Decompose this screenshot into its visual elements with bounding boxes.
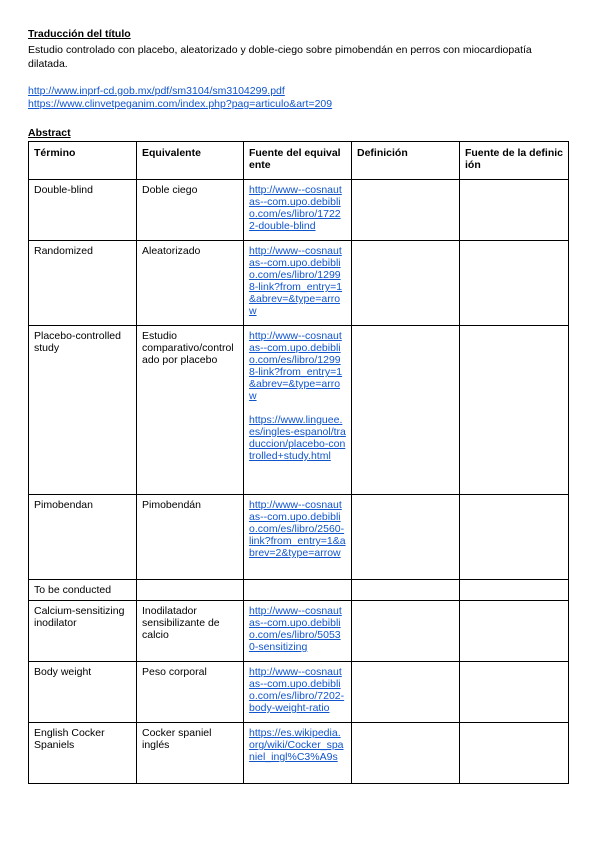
- table-row: [29, 601, 569, 662]
- source-link[interactable]: https://www.clinvetpeganim.com/index.php?pag=articulo&art=209: [28, 98, 333, 110]
- column-header: Término: [29, 142, 137, 180]
- equivalent-cell: Doble ciego: [137, 180, 244, 241]
- title-translation-text: Estudio controlado con placebo, aleatorizado y doble-ciego sobre pimobendán en perros con miocardiopatía dilatada.: [28, 44, 532, 70]
- term-cell: Calcium-sensitizing inodilator: [29, 601, 137, 662]
- definition-cell: [351, 180, 459, 241]
- source-link[interactable]: http://www--cosnautas--com.upo.debiblio.com/es/libro/12998-link?from_entry=1&abrev=&type=arrow: [248, 330, 343, 402]
- table-row: [29, 326, 569, 495]
- table-header-row: [29, 142, 569, 180]
- source-link[interactable]: https://es.wikipedia.org/wiki/Cocker_spaniel_ingl%C3%A9s: [248, 727, 344, 763]
- definition-source-cell: [459, 241, 568, 326]
- term-cell: English Cocker Spaniels: [29, 723, 137, 784]
- definition-source-cell: [459, 723, 568, 784]
- column-header: Fuente del equivalente: [243, 142, 351, 180]
- table-body: [29, 180, 569, 784]
- source-link[interactable]: http://www--cosnautas--com.upo.debiblio.com/es/libro/2560-link?from_entry=1&abrev=2&type=arrow: [248, 499, 346, 559]
- definition-source-cell: [459, 180, 568, 241]
- abstract-heading: Abstract: [28, 127, 71, 139]
- equivalent-cell: Inodilatador sensibilizante de calcio: [137, 601, 244, 662]
- table-row: [29, 723, 569, 784]
- definition-source-cell: [459, 495, 568, 580]
- definition-source-cell: [459, 580, 568, 601]
- equivalent-source-cell: [243, 723, 351, 784]
- column-header: Equivalente: [137, 142, 244, 180]
- definition-source-cell: [459, 326, 568, 495]
- terminology-table: [28, 141, 569, 784]
- equivalent-source-cell: [243, 326, 351, 495]
- term-cell: Randomized: [29, 241, 137, 326]
- equivalent-source-cell: [243, 601, 351, 662]
- definition-cell: [351, 723, 459, 784]
- table-row: [29, 180, 569, 241]
- column-header: Fuente de la definición: [459, 142, 568, 180]
- term-cell: To be conducted: [29, 580, 137, 601]
- equivalent-source-cell: [243, 662, 351, 723]
- equivalent-cell: Pimobendán: [137, 495, 244, 580]
- definition-cell: [351, 495, 459, 580]
- equivalent-cell: Aleatorizado: [137, 241, 244, 326]
- definition-cell: [351, 662, 459, 723]
- table-row: [29, 580, 569, 601]
- column-header: Definición: [351, 142, 459, 180]
- definition-cell: [351, 601, 459, 662]
- equivalent-source-cell: [243, 495, 351, 580]
- definition-cell: [351, 241, 459, 326]
- title-translation-heading: Traducción del título: [28, 28, 131, 40]
- definition-source-cell: [459, 662, 568, 723]
- source-link[interactable]: http://www--cosnautas--com.upo.debiblio.com/es/libro/50530-sensitizing: [248, 605, 342, 653]
- definition-cell: [351, 580, 459, 601]
- source-link[interactable]: http://www.inprf-cd.gob.mx/pdf/sm3104/sm3104299.pdf: [28, 85, 285, 97]
- source-link[interactable]: http://www--cosnautas--com.upo.debiblio.com/es/libro/12998-link?from_entry=1&abrev=&type=arrow: [248, 245, 343, 317]
- equivalent-cell: Cocker spaniel inglés: [137, 723, 244, 784]
- equivalent-source-cell: [243, 241, 351, 326]
- source-links: [28, 85, 570, 111]
- term-cell: Placebo-controlled study: [29, 326, 137, 495]
- term-cell: Body weight: [29, 662, 137, 723]
- table-row: [29, 241, 569, 326]
- source-link[interactable]: http://www--cosnautas--com.upo.debiblio.com/es/libro/7202-body-weight-ratio: [248, 666, 345, 714]
- equivalent-source-cell: [243, 180, 351, 241]
- equivalent-cell: [137, 580, 244, 601]
- table-row: [29, 662, 569, 723]
- equivalent-cell: Peso corporal: [137, 662, 244, 723]
- definition-source-cell: [459, 601, 568, 662]
- equivalent-cell: Estudio comparativo/controlado por placebo: [137, 326, 244, 495]
- definition-cell: [351, 326, 459, 495]
- equivalent-source-cell: [243, 580, 351, 601]
- abstract-section: [28, 127, 570, 784]
- source-link[interactable]: http://www--cosnautas--com.upo.debiblio.com/es/libro/17222-double-blind: [248, 184, 342, 232]
- term-cell: Double-blind: [29, 180, 137, 241]
- document-page: [28, 28, 570, 784]
- source-link[interactable]: https://www.linguee.es/ingles-espanol/traduccion/placebo-controlled+study.html: [248, 414, 346, 462]
- table-row: [29, 495, 569, 580]
- term-cell: Pimobendan: [29, 495, 137, 580]
